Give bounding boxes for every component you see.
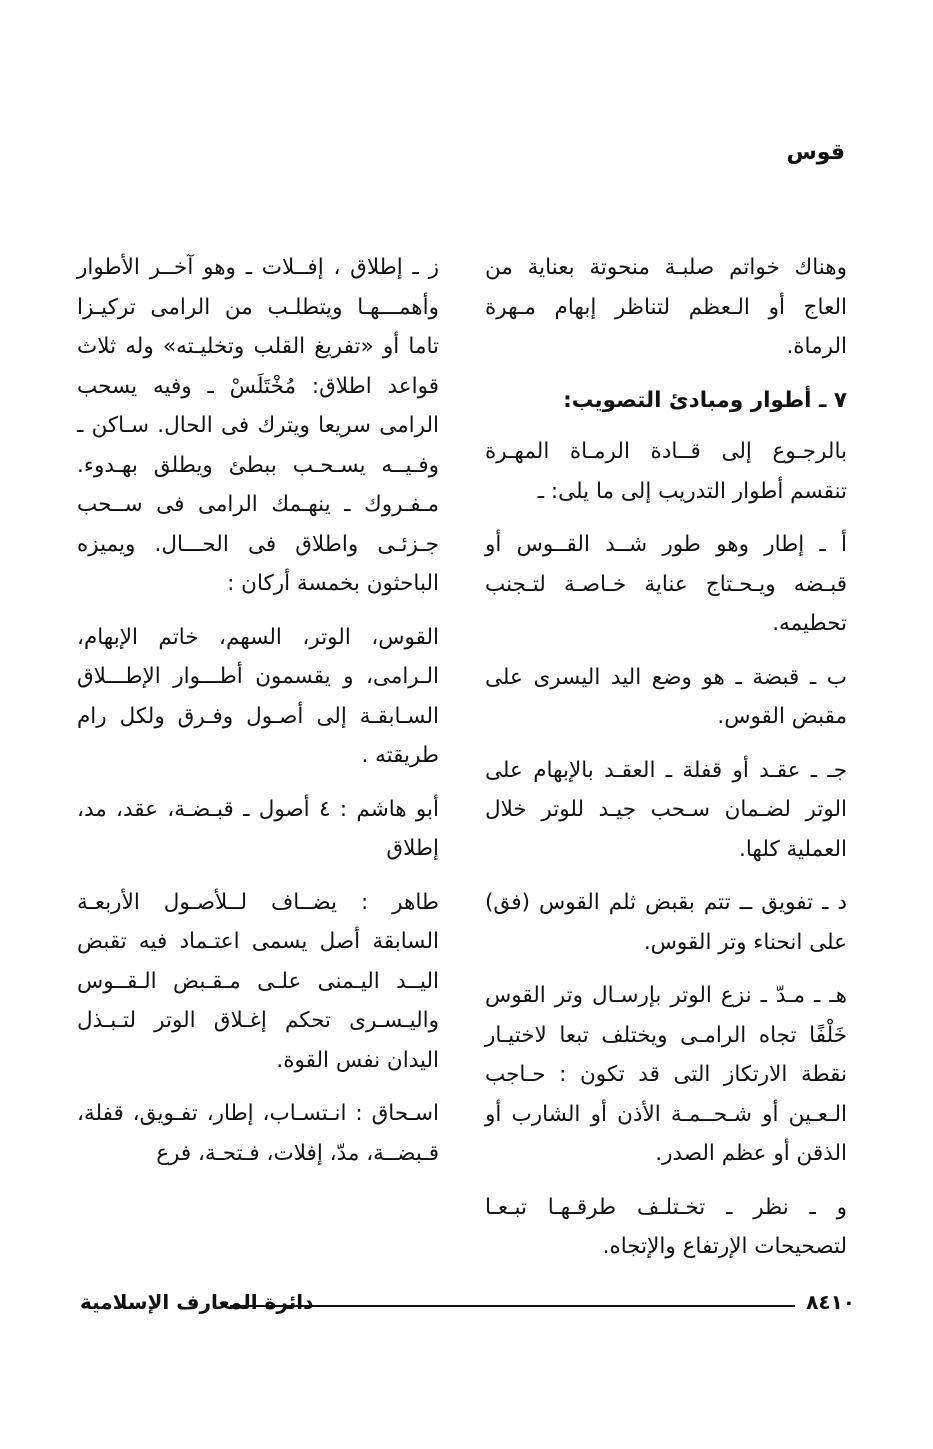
paragraph: هـ ـ مـدّ ـ نزع الوتر بإرسـال وتر القوس خَلْفًا تجاه الرامـى ويختلف تبعا لاختيـار نقطة الارتكاز التى قد تكون : حـاجب الـعـين أو شـحــمـة الأذن أو الشارب أو الذقن أو عظم الصدر. [485, 983, 847, 1166]
paragraph: بالرجـوع إلى قــادة الرمـاة المهـرة تنقسم أطوار التدريب إلى ما يلى: ـ [485, 439, 847, 504]
paragraph: أ ـ إطار وهو طور شــد القــوس أو قبـضه ويـحـتاج عناية خـاصـة لتـجنب تحطيمه. [485, 532, 847, 636]
paragraph: د ـ تفويق ــ تتم بقبض ثلم القوس (فق) على انحناء وتر القوس. [485, 890, 847, 955]
paragraph: و ـ نظر ـ تخـتلـف طرقـهـا تبـعـا لتصحيحات الإرتفاع والإتجاه. [485, 1194, 847, 1259]
paragraph: ب ـ قبضة ـ هو وضع اليد اليسرى على مقبض القوس. [485, 664, 847, 729]
paragraph: وهناك خواتم صلبـة منحوتة بعناية من العاج أو الـعظم لتناظر إبهام مـهرة الرماة. [485, 255, 847, 359]
paragraph: طاهر : يضــاف لــلأصـول الأربعـة السابقة أصل يسمى اعتـماد فيه تقبض اليــد اليـمنى علـى مـقـبض الـقــوس واليـسـرى تحكم إغـلاق الوتر لتـبـذل اليدان نفس القوة. [77, 889, 439, 1073]
paragraph: جـ ـ عقـد أو قفلة ـ العقـد بالإبهام على الوتر لضـمان سـحب جيـد للوتر خلال العملية كلها. [485, 757, 847, 862]
footer-rule [230, 1305, 795, 1307]
paragraph: اسـحاق : انـتسـاب، إطار، تفـويق، قفلة، قـبضــة، مدّ، إفلات، فـتحـة، فرع [77, 1101, 439, 1166]
running-title: قوس [786, 140, 845, 165]
publication-title: دائرة المعارف الإسلامية [80, 1290, 314, 1314]
paragraph: ز ـ إطلاق ، إفــلات ـ وهو آخــر الأطوار وأهمـــهـا ويتطلـب من الرامى تركيـزا تاما أو «تفريغ القلب وتخليـته» وله ثلاث قواعد اطلاق: مُخْتَلَسْ ـ وفيه يسحب الرامى سريعا ويترك فى الحال. سـاكن ـ وفـيــه يسـحـب ببطئ ويطلق بهـدوء. مـفـروك ـ ينهـمك الرامى فى ســحب جـزئـى واطلاق فى الحـــال. ويميزه الباحثون بخمسة أركان : [77, 255, 439, 596]
right-column [485, 248, 847, 1281]
page-footer [80, 1290, 855, 1320]
section-heading: ٧ ـ أطوار ومبادئ التصويب: [563, 387, 847, 413]
left-column [77, 248, 439, 1187]
page-number: ٨٤١٠ [806, 1290, 855, 1314]
paragraph: القوس، الوتر، السهم، خاتم الإبهام، الـرامى، و يقسمون أطـــوار الإطـــلاق السـابقـة إلى أصـول وفـرق ولكل رام طريقته . [77, 624, 439, 768]
paragraph: أبو هاشم : ٤ أصول ـ قبـضـة، عقد، مد، إطلاق [77, 796, 439, 861]
